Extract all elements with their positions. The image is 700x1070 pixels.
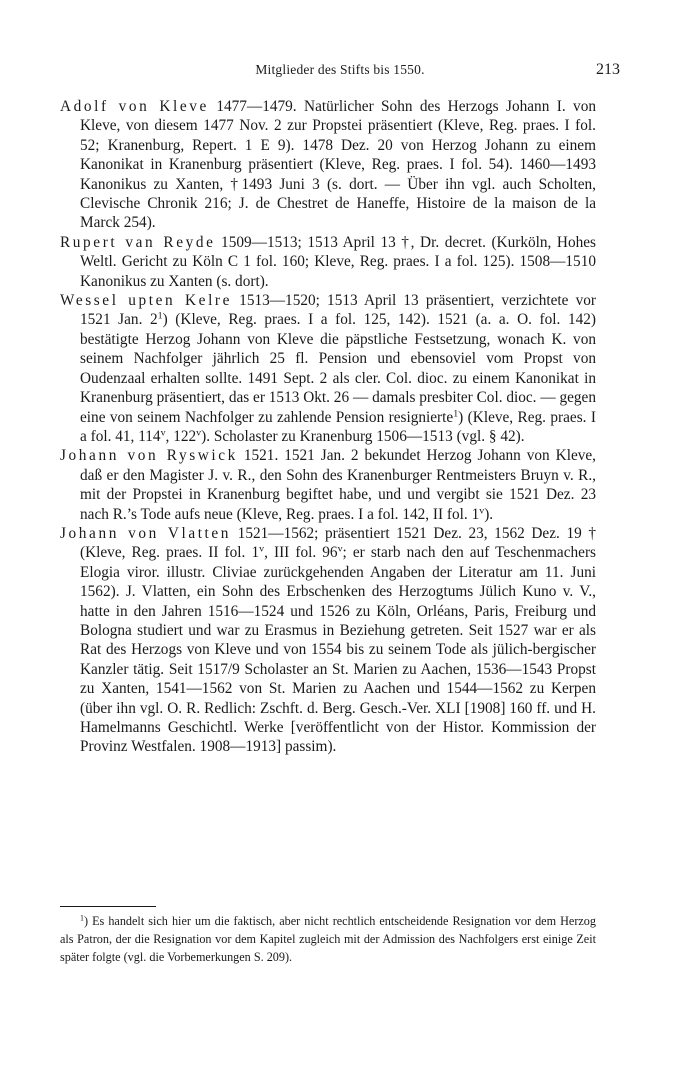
verso-marker: v <box>196 427 202 439</box>
body-text <box>60 97 596 757</box>
entry-text: 1521. 1521 Jan. 2 bekundet Herzog Johann von Kleve, daß er den Magister J. v. R., den Sohn des Kranenburger Rentmeisters Bruyn v. R., mit der Propstei in Kranenburg begiftet habe, und und vergibt sie 1521 Dez. 23 nach R.’s Tode aufs neue (Kleve, Reg. praes. I a fol. 142, II fol. 1 <box>80 447 596 523</box>
footnote-reference: 1 <box>453 408 459 420</box>
entry-text: , III fol. 96 <box>264 544 338 562</box>
entry-name: Johann von Ryswick <box>60 447 238 465</box>
entry-text: , 122 <box>165 427 197 445</box>
footnote-marker: 1 <box>80 913 84 923</box>
entry-name: Rupert van Reyde <box>60 233 216 251</box>
entry-adolf-von-kleve <box>60 97 596 233</box>
running-head <box>60 62 620 82</box>
entry-wessel-upten-kelre <box>60 291 596 446</box>
verso-marker: v <box>259 543 265 555</box>
entry-text: 1513—1520; 1513 April 13 präsentiert, verzichtete vor 1521 Jan. 2 <box>80 292 596 329</box>
entry-name: Adolf von Kleve <box>60 98 209 115</box>
entry-name: Johann von Vlatten <box>60 524 232 542</box>
entry-rupert-van-reyde <box>60 233 596 291</box>
entry-text: 1521—1562; präsentiert 1521 Dez. 23, 1562 Dez. 19 † (Kleve, Reg. praes. II fol. 1 <box>80 524 596 562</box>
entry-johann-von-vlatten <box>60 524 596 757</box>
entry-johann-von-ryswick <box>60 446 596 524</box>
running-title: Mitglieder des Stifts bis 1550. <box>255 62 425 77</box>
entry-text: 1509—1513; 1513 April 13 †, Dr. decret. (Kurköln, Hohes Weltl. Gericht zu Köln C 1 fol. 160; Kleve, Reg. praes. I a fol. 125). 1508—1510 Kanonikus zu Xanten (s. dort). <box>80 233 596 290</box>
footnote-reference: 1 <box>157 311 163 322</box>
footnote-text: ) Es handelt sich hier um die faktisch, aber nicht rechtlich entscheidende Resignation vor dem Herzog als Patron, der die Resignation vor dem Kapitel zugleich mit der Admission des Nachfolgers erst einige Zeit später folgte (vgl. die Vorbemerkungen S. 209). <box>60 914 596 964</box>
page-number: 213 <box>596 61 620 78</box>
entry-name: Wessel upten Kelre <box>60 292 233 310</box>
entry-text: ). <box>484 505 494 523</box>
verso-marker: v <box>337 543 343 555</box>
entry-text: ). Scholaster zu Kranenburg 1506—1513 (vgl. § 42). <box>201 427 525 445</box>
entry-text: ) (Kleve, Reg. praes. I a fol. 125, 142). 1521 (a. a. O. fol. 142) bestätigte Herzog Johann von Kleve die päpstliche Festsetzung, wonach K. von seinem Nachfolger jährlich 25 fl. Pension und ebensoviel vom Propst von Oudenzaal erhalten sollte. 1491 Sept. 2 als cler. Col. dioc. zu einem Kanonikat in Kranenburg präsentiert, das er 1513 Okt. 26 — damals presbiter Col. dioc. — gegen eine von seinem Nachfolger zu zahlende Pension resignierte <box>80 311 596 426</box>
entry-text: ; er starb nach den auf Teschenmachers Elogia viror. illustr. Cliviae zurückgehenden Angaben der Literatur am 11. Juni 1562). J. Vlatten, ein Sohn des Erbschenken des Herzogtums Jülich Kuno v. V., hatte in den Jahren 1516—1524 und 1526 zu Köln, Orléans, Paris, Freiburg und Bologna studiert und war zu Erasmus in Beziehung getreten. Seit 1527 war er als Rat des Herzogs von Kleve und von 1554 bis zu seinem Tode als jülich-bergischer Kanzler tätig. Seit 1517/9 Scholaster an St. Marien zu Aachen, 1536—1543 Propst zu Xanten, 1541—1562 von St. Marien zu Aachen und 1544—1562 zu Kerpen (über ihn vgl. O. R. Redlich: Zschft. d. Berg. Gesch.-Ver. XLI [1908] 160 ff. und H. Hamelmanns Geschichtl. Werke [veröffentlicht von der Histor. Kommission der Provinz Westfalen. 1908—1913] passim). <box>80 544 596 756</box>
footnote <box>60 912 596 966</box>
verso-marker: v <box>160 427 166 439</box>
entry-text: 1477—1479. Natürlicher Sohn des Herzogs Johann I. von Kleve, von diesem 1477 Nov. 2 zur Propstei präsentiert (Kleve, Reg. praes. I fol. 52; Kranenburg, Repert. 1 E 9). 1478 Dez. 20 von Herzog Johann zu einem Kanonikat in Kranenburg präsentiert (Kleve, Reg. praes. I fol. 54). 1460—1493 Kanonikus zu Xanten, †1493 Juni 3 (s. dort. — Über ihn vgl. auch Scholten, Clevische Chronik 216; J. de Chestret de Haneffe, Histoire de la maison de la Marck 254). <box>80 98 596 232</box>
footnote-divider <box>60 906 156 907</box>
verso-marker: v <box>479 505 485 517</box>
entry-text: ) (Kleve, Reg. praes. I a fol. 41, 114 <box>80 408 596 445</box>
